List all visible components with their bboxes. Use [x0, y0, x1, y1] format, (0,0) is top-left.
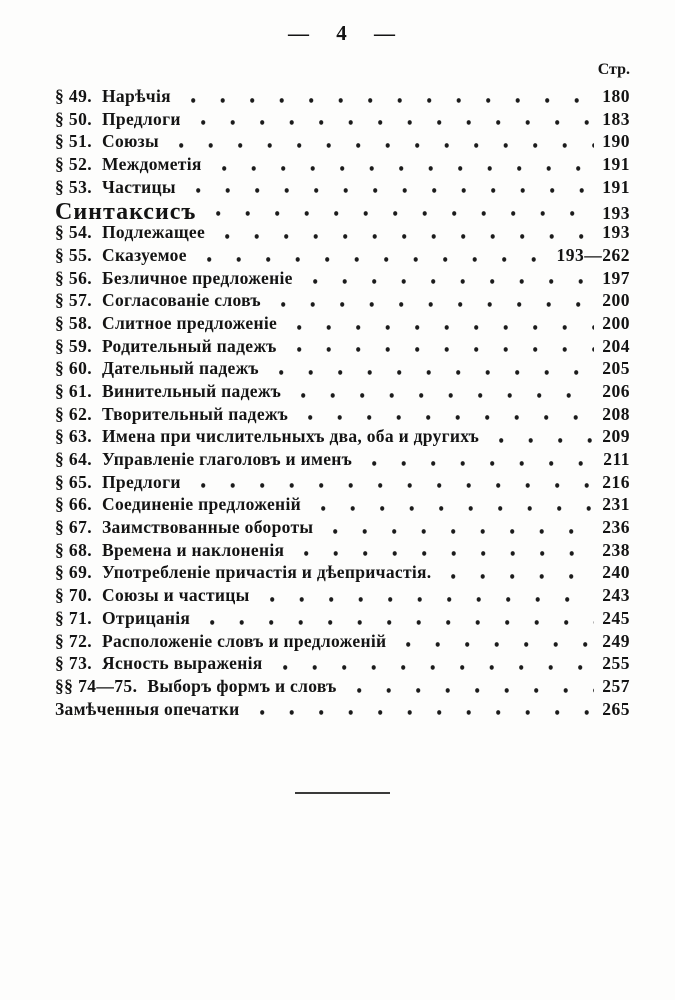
page-number: 197 — [602, 267, 630, 288]
dot-leader — [212, 154, 595, 177]
page-number: 255 — [602, 653, 630, 674]
page-number-heading: — 4 — — [288, 21, 397, 45]
page-number: 238 — [602, 539, 630, 560]
dot-leader — [287, 313, 594, 336]
dot-leader — [250, 699, 595, 722]
toc-row — [55, 336, 630, 359]
dot-leader — [169, 131, 594, 154]
section-prefix: § 59. — [55, 335, 92, 356]
section-title: Синтаксисъ — [55, 199, 197, 226]
toc-row — [55, 631, 630, 654]
page-number: 200 — [602, 290, 630, 311]
section-prefix: § 66. — [55, 494, 92, 515]
section-prefix: § 71. — [55, 607, 92, 628]
section-title: Употребленіе причастія и дѣепричастія. — [102, 562, 432, 583]
page-number: 183 — [602, 108, 630, 129]
toc-row — [55, 268, 630, 291]
page-number: 249 — [602, 630, 630, 651]
section-title: Соединеніе предложеній — [102, 494, 301, 515]
toc-row — [55, 585, 630, 608]
toc-row — [55, 177, 630, 200]
toc-row — [55, 472, 630, 495]
toc-row — [55, 154, 630, 177]
toc-row — [55, 222, 630, 245]
dot-leader — [298, 404, 594, 427]
page-number: 257 — [602, 675, 630, 696]
section-title: Союзы и частицы — [102, 585, 250, 606]
section-prefix: § 61. — [55, 380, 92, 401]
toc-row — [55, 676, 630, 699]
section-title: Родительный падежъ — [102, 335, 277, 356]
page-number: 243 — [602, 585, 630, 606]
section-prefix: § 72. — [55, 630, 92, 651]
section-title: Предлоги — [102, 108, 181, 129]
section-title: Безличное предложеніе — [102, 267, 293, 288]
dot-leader — [294, 540, 594, 563]
page-number: 193 — [602, 222, 630, 243]
toc-row — [55, 608, 630, 631]
toc-row — [55, 517, 630, 540]
toc-row — [55, 381, 630, 404]
section-prefix: § 53. — [55, 176, 92, 197]
section-title: Управленіе глаголовъ и именъ — [102, 449, 353, 469]
dot-leader — [273, 653, 595, 676]
page-number: 191 — [602, 176, 630, 197]
page-number: 190 — [602, 131, 630, 152]
page-number: 180 — [602, 86, 630, 106]
dot-leader — [396, 631, 594, 654]
dot-leader — [271, 290, 594, 313]
toc-row — [55, 199, 630, 226]
section-title: Ясность выраженія — [102, 653, 263, 674]
toc-list — [55, 86, 630, 721]
section-prefix: § 50. — [55, 108, 92, 129]
dot-leader — [197, 245, 549, 268]
dot-leader — [287, 336, 595, 359]
toc-row — [55, 86, 630, 109]
toc-row — [55, 699, 630, 722]
section-title: Имена при числительныхъ два, оба и другихъ — [102, 426, 480, 447]
toc-row — [55, 245, 630, 268]
page-number: 240 — [602, 562, 630, 583]
toc-row — [55, 358, 630, 381]
dot-leader — [362, 449, 595, 472]
dot-leader — [186, 177, 594, 200]
dot-leader — [441, 562, 594, 585]
section-title: Выборъ формъ и словъ — [147, 675, 337, 696]
dot-leader — [206, 199, 594, 222]
toc-row — [55, 494, 630, 517]
section-prefix: § 56. — [55, 267, 92, 288]
dot-leader — [269, 358, 594, 381]
toc-row — [55, 449, 630, 472]
dot-leader — [489, 426, 594, 449]
footer-rule — [295, 792, 390, 794]
page-number: 245 — [602, 607, 630, 628]
section-prefix: § 68. — [55, 539, 92, 560]
toc-row — [55, 653, 630, 676]
section-title: Нарѣчія — [102, 86, 171, 106]
page-number: 236 — [602, 517, 630, 538]
section-prefix: §§ 74—75. — [55, 675, 138, 696]
section-title: Междометія — [102, 154, 202, 175]
dot-leader — [323, 517, 594, 540]
dot-leader — [200, 608, 594, 631]
section-prefix: § 49. — [55, 86, 92, 106]
toc-row — [55, 131, 630, 154]
section-prefix: § 57. — [55, 290, 92, 311]
page-number: 193 — [602, 203, 630, 224]
section-prefix: § 58. — [55, 312, 92, 333]
section-title: Слитное предложеніе — [102, 312, 278, 333]
section-title: Времена и наклоненія — [102, 539, 285, 560]
dot-leader — [260, 585, 595, 608]
section-prefix: § 69. — [55, 562, 92, 583]
section-title: Согласованіе словъ — [102, 290, 261, 311]
dot-leader — [181, 86, 594, 109]
dot-leader — [347, 676, 595, 699]
toc-row — [55, 313, 630, 336]
dot-leader — [191, 109, 595, 132]
page-number: 265 — [602, 698, 630, 719]
toc-row — [55, 404, 630, 427]
section-title: Творительный падежъ — [102, 403, 289, 424]
section-prefix: § 64. — [55, 449, 92, 469]
section-title: Подлежащее — [102, 222, 206, 243]
page-number: 208 — [602, 403, 630, 424]
section-prefix: § 55. — [55, 244, 92, 265]
page-number: 200 — [602, 312, 630, 333]
dot-leader — [191, 472, 595, 495]
section-title: Отрицанія — [102, 607, 191, 628]
section-prefix: § 70. — [55, 585, 92, 606]
section-title: Дательный падежъ — [102, 358, 259, 379]
section-title: Заимствованные обороты — [102, 517, 314, 538]
page-number: 204 — [602, 335, 630, 356]
dot-leader — [215, 222, 594, 245]
section-prefix: § 73. — [55, 653, 92, 674]
section-prefix: § 67. — [55, 517, 92, 538]
page-number: 211 — [603, 449, 630, 469]
page-number: 231 — [602, 494, 630, 515]
section-prefix: § 54. — [55, 222, 92, 243]
section-title: Сказуемое — [102, 244, 187, 265]
page-number: 206 — [602, 380, 630, 401]
dot-leader — [291, 381, 594, 404]
section-title: Частицы — [102, 176, 176, 197]
section-title: Расположеніе словъ и предложеній — [102, 630, 387, 651]
dot-leader — [303, 268, 595, 291]
page-column-header: Стр. — [597, 61, 630, 78]
toc-row — [55, 562, 630, 585]
section-prefix: § 52. — [55, 154, 92, 175]
section-title: Союзы — [102, 131, 159, 152]
section-title: Предлоги — [102, 471, 181, 492]
section-prefix: § 63. — [55, 426, 92, 447]
page-number: 216 — [602, 471, 630, 492]
page-number: 209 — [602, 426, 630, 447]
toc-row — [55, 426, 630, 449]
section-title: Винительный падежъ — [102, 380, 282, 401]
toc-row — [55, 540, 630, 563]
section-prefix: § 62. — [55, 403, 92, 424]
section-prefix: § 51. — [55, 131, 92, 152]
dot-leader — [311, 494, 594, 517]
section-prefix: § 60. — [55, 358, 92, 379]
section-prefix: § 65. — [55, 471, 92, 492]
toc-row — [55, 290, 630, 313]
section-title: Замѣченныя опечатки — [55, 698, 240, 719]
toc-row — [55, 109, 630, 132]
page-number: 205 — [602, 358, 630, 379]
page-number: 191 — [602, 154, 630, 175]
page-number: 193—262 — [556, 244, 630, 265]
